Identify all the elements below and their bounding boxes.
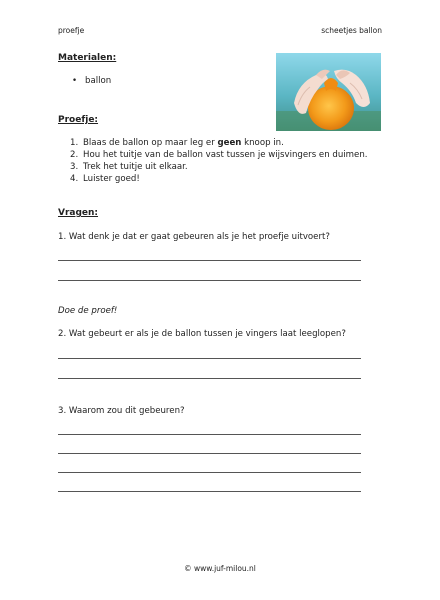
header-right: scheetjes ballon [321,26,382,35]
experiment-heading: Proefje: [58,115,99,125]
step-2: 2. Hou het tuitje van de ballon vast tussen je wijsvingers en duimen. [70,150,368,160]
balloon-photo [276,53,381,131]
instruction-text: Doe de proef! [58,306,118,316]
answer-line-1b[interactable] [58,280,361,281]
answer-line-3b[interactable] [58,453,361,454]
materials-item: ballon [85,76,112,86]
question-3: 3. Waarom zou dit gebeuren? [58,406,185,416]
question-2: 2. Wat gebeurt er als je de ballon tussen je vingers laat leeglopen? [58,329,346,339]
answer-line-3a[interactable] [58,434,361,435]
bullet-icon: • [72,76,78,86]
answer-line-3d[interactable] [58,491,361,492]
answer-line-3c[interactable] [58,472,361,473]
answer-line-1a[interactable] [58,260,361,261]
answer-line-2b[interactable] [58,378,361,379]
materials-heading: Materialen: [58,53,117,63]
answer-line-2a[interactable] [58,358,361,359]
step-4: 4. Luister goed! [70,174,140,184]
footer-copyright: © www.juf-milou.nl [184,564,256,573]
questions-heading: Vragen: [58,208,99,218]
step-1: 1. Blaas de ballon op maar leg er geen knoop in. [70,138,284,148]
question-1: 1. Wat denk je dat er gaat gebeuren als je het proefje uitvoert? [58,232,330,242]
step-3: 3. Trek het tuitje uit elkaar. [70,162,188,172]
header-left: proefje [58,26,85,35]
